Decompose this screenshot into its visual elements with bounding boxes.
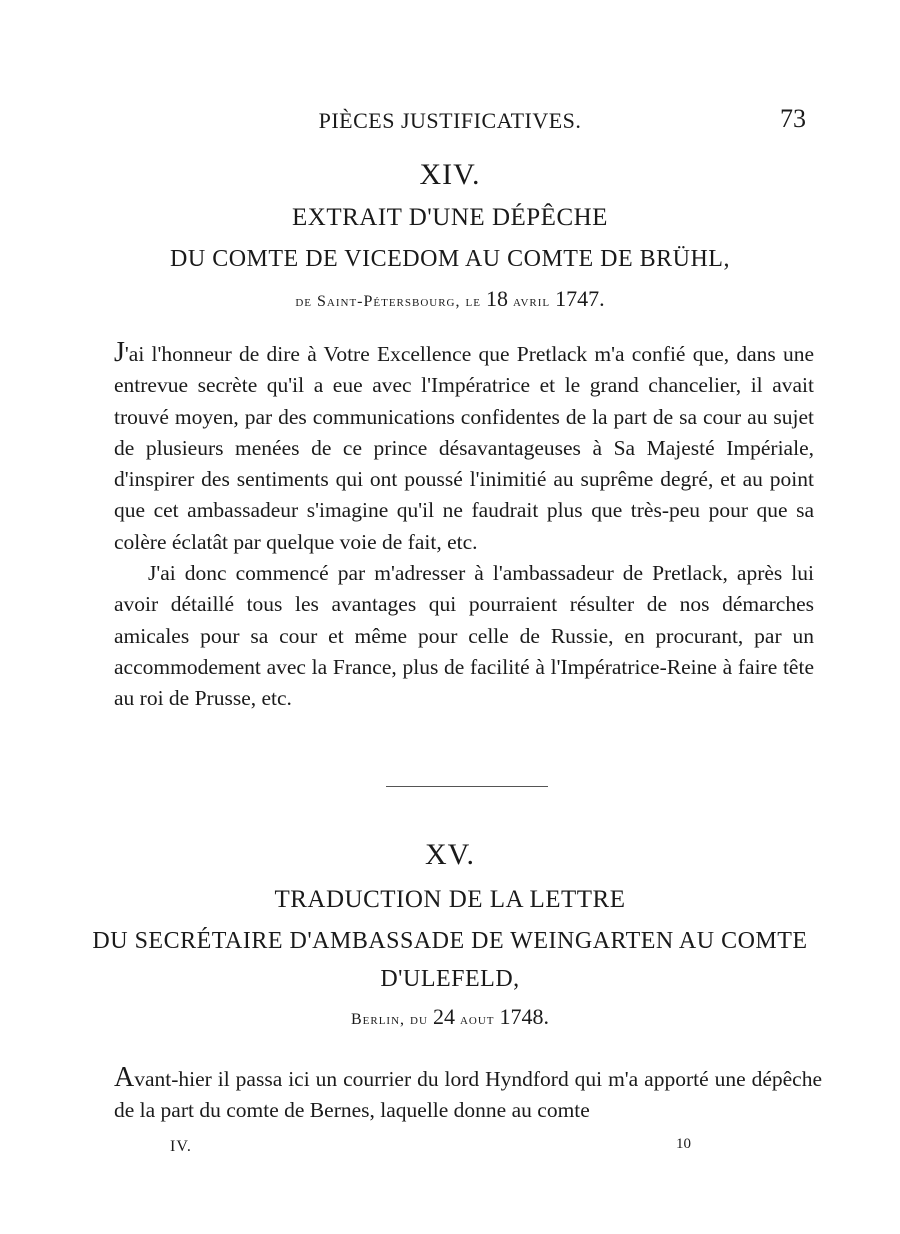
signature-mark: IV.	[170, 1138, 192, 1155]
section-xiv-body	[114, 337, 814, 715]
dateline-prefix: Berlin, du	[350, 1011, 428, 1028]
section-subtitle: DU COMTE DE VICEDOM AU COMTE DE BRÜHL,	[170, 246, 730, 272]
running-title: PIÈCES JUSTIFICATIVES.	[318, 108, 582, 133]
section-number: XV.	[425, 838, 475, 871]
running-head	[0, 104, 900, 140]
section-number: XIV.	[419, 158, 481, 191]
section-subtitle: D'ULEFELD,	[380, 966, 520, 992]
section-title: EXTRAIT D'UNE DÉPÊCHE	[292, 204, 608, 231]
paragraph-text: vant-hier il passa ici un courrier du lord Hyndford qui m'a apporté une dépêche de la part du comte de Bernes, laquelle donne au comte	[114, 1067, 822, 1123]
section-dateline	[0, 286, 900, 320]
dateline-prefix: de Saint-Pétersbourg, le	[295, 293, 481, 310]
dateline-date: 24	[432, 1004, 455, 1029]
section-xiv-heading	[0, 158, 900, 320]
gathering-number: 10	[676, 1136, 691, 1152]
section-xv-body	[114, 1062, 822, 1127]
page-number: 73	[780, 104, 806, 133]
paragraph	[114, 1062, 822, 1127]
dateline-month: avril	[512, 293, 551, 310]
dateline-year: 1748.	[499, 1004, 549, 1029]
section-divider	[386, 786, 548, 787]
section-dateline	[0, 1004, 900, 1038]
drop-initial: J	[114, 337, 125, 368]
section-subtitle: DU SECRÉTAIRE D'AMBASSADE DE WEINGARTEN AU COMTE	[92, 928, 808, 954]
dateline-month: aout	[459, 1011, 495, 1028]
paragraph: J'ai donc commencé par m'adresser à l'ambassadeur de Pretlack, après lui avoir détaillé tous les avantages qui pourraient résulter de nos démarches amicales pour sa cour et même pour celle de Russie, en procurant, par un accommodement avec la France, plus de facilité à l'Impératrice-Reine à faire tête au roi de Prusse, etc.	[114, 561, 814, 711]
paragraph	[114, 337, 814, 558]
paragraph-text: 'ai l'honneur de dire à Votre Excellence que Pretlack m'a confié que, dans une entrevue secrète qu'il a eue avec l'Impératrice et le grand chancelier, il avait trouvé moyen, par des communications confidentes de la part de sa cour au sujet de plusieurs menées de ce prince désavantageuses à Sa Majesté Impériale, d'inspirer des sentiments qui ont poussé l'inimitié au suprême degré, et au point que cet ambassadeur s'imagine qu'il ne faudrait plus que très-peu pour que sa colère éclatât par quelque voie de fait, etc.	[114, 342, 814, 554]
dateline-date: 18	[485, 286, 508, 311]
section-xv-heading	[0, 838, 900, 1038]
section-title: TRADUCTION DE LA LETTRE	[274, 886, 626, 913]
dateline-year: 1747.	[555, 286, 605, 311]
drop-initial: A	[114, 1062, 135, 1093]
